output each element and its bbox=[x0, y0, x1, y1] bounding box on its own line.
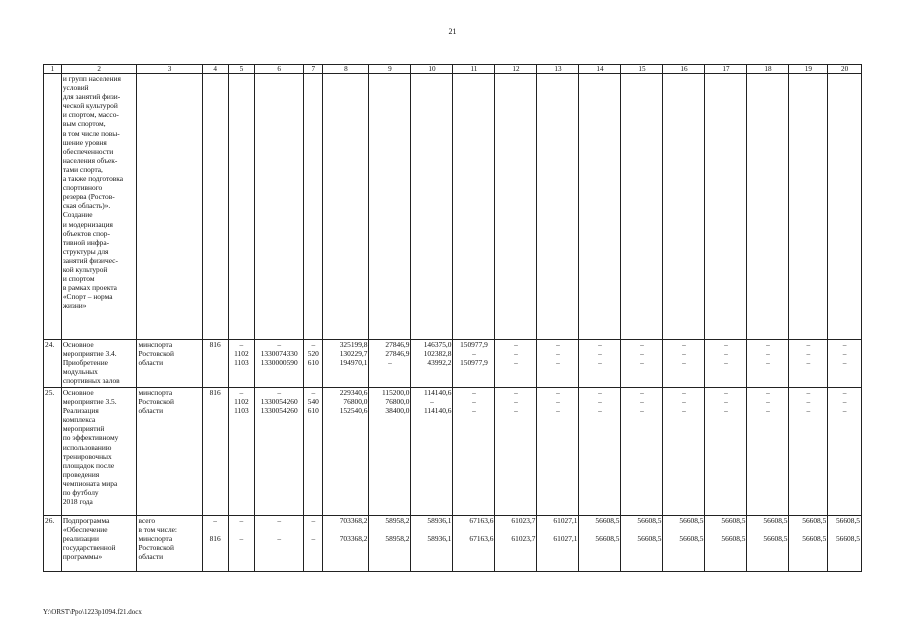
row-number: 25. bbox=[44, 388, 62, 516]
year-cell: – – – bbox=[705, 388, 747, 516]
header-cell: 9 bbox=[369, 65, 411, 74]
table-row-continuation bbox=[44, 74, 862, 340]
rzpr-cell: – – bbox=[228, 516, 254, 572]
year-cell: – – – bbox=[579, 388, 621, 516]
year-cell: – – – bbox=[579, 340, 621, 388]
table-row bbox=[44, 340, 862, 388]
header-cell: 20 bbox=[828, 65, 862, 74]
header-cell: 17 bbox=[705, 65, 747, 74]
year-cell: 56608,5 56608,5 bbox=[789, 516, 828, 572]
year-cell: – – – bbox=[453, 388, 495, 516]
header-cell: 5 bbox=[228, 65, 254, 74]
measure-name: Основное мероприятие 3.4. Приобретение модульных спортивных залов bbox=[61, 340, 137, 388]
year-cell: 150977,9 – 150977,9 bbox=[453, 340, 495, 388]
header-cell: 13 bbox=[537, 65, 579, 74]
year-cell: – – – bbox=[537, 340, 579, 388]
year-cell: – – – bbox=[621, 388, 663, 516]
grbs-code: 816 bbox=[202, 388, 228, 516]
header-cell: 7 bbox=[304, 65, 323, 74]
total-cell: 703368,2 703368,2 bbox=[323, 516, 369, 572]
year-cell: 56608,5 56608,5 bbox=[705, 516, 747, 572]
year-cell: – – – bbox=[789, 388, 828, 516]
header-cell: 14 bbox=[579, 65, 621, 74]
year-cell: – – – bbox=[663, 388, 705, 516]
year-cell: 58936,1 58936,1 bbox=[411, 516, 453, 572]
year-cell: 61027,1 61027,1 bbox=[537, 516, 579, 572]
header-cell: 12 bbox=[495, 65, 537, 74]
footer-file-path: Y:\ORST\Ppo\1223p1094.f21.docx bbox=[43, 608, 142, 616]
vr-cell: – 540 610 bbox=[304, 388, 323, 516]
row-number: 26. bbox=[44, 516, 62, 572]
header-cell: 10 bbox=[411, 65, 453, 74]
year-cell: – – – bbox=[621, 340, 663, 388]
continued-name-cell: и групп населения условий для занятий физи- ческой культурой и спортом, массо- вым спортом, в том числе повы- шение уровня обеспеченности населения объек- тами спорта, а также подготовка спортивного резерва (Ростов- ская область)». Создание и модернизация объектов спор- тивной инфра- структуры для занятий физичес- кой культурой и спортом в рамках проекта «Спорт – норма жизни» bbox=[61, 74, 137, 340]
total-cell: 325199,8 130229,7 194970,1 bbox=[323, 340, 369, 388]
header-cell: 3 bbox=[137, 65, 202, 74]
year-cell: 27846,9 27846,9 – bbox=[369, 340, 411, 388]
year-cell: – – – bbox=[747, 340, 789, 388]
year-cell: – – – bbox=[537, 388, 579, 516]
header-cell: 16 bbox=[663, 65, 705, 74]
header-cell: 4 bbox=[202, 65, 228, 74]
csr-cell: – – bbox=[255, 516, 304, 572]
header-row bbox=[44, 65, 862, 74]
budget-table bbox=[43, 64, 862, 572]
year-cell: 61023,7 61023,7 bbox=[495, 516, 537, 572]
year-cell: – – – bbox=[705, 340, 747, 388]
executor: всего в том числе: минспорта Ростовской области bbox=[137, 516, 202, 572]
rzpr-cell: – 1102 1103 bbox=[228, 340, 254, 388]
header-cell: 2 bbox=[61, 65, 137, 74]
year-cell: 56608,5 56608,5 bbox=[828, 516, 862, 572]
year-cell: – – – bbox=[495, 388, 537, 516]
header-cell: 6 bbox=[255, 65, 304, 74]
header-cell: 19 bbox=[789, 65, 828, 74]
csr-cell: – 1330054260 1330054260 bbox=[255, 388, 304, 516]
page-number: 21 bbox=[448, 27, 457, 36]
year-cell: – – – bbox=[747, 388, 789, 516]
year-cell: 146375,0 102382,8 43992,2 bbox=[411, 340, 453, 388]
header-cell: 8 bbox=[323, 65, 369, 74]
csr-cell: – 1330074330 1330000590 bbox=[255, 340, 304, 388]
total-cell: 229340,6 76800,0 152540,6 bbox=[323, 388, 369, 516]
rzpr-cell: – 1102 1103 bbox=[228, 388, 254, 516]
executor: минспорта Ростовской области bbox=[137, 388, 202, 516]
row-number: 24. bbox=[44, 340, 62, 388]
year-cell: – – – bbox=[663, 340, 705, 388]
header-cell: 11 bbox=[453, 65, 495, 74]
grbs-code: 816 bbox=[202, 340, 228, 388]
table-row bbox=[44, 388, 862, 516]
year-cell: 58958,2 58958,2 bbox=[369, 516, 411, 572]
year-cell: – – – bbox=[495, 340, 537, 388]
measure-name: Основное мероприятие 3.5. Реализация комплекса мероприятий по эффективному использованию тренировочных площадок после проведения чемпионата мира по футболу 2018 года bbox=[61, 388, 137, 516]
year-cell: 56608,5 56608,5 bbox=[663, 516, 705, 572]
vr-cell: – – bbox=[304, 516, 323, 572]
header-cell: 15 bbox=[621, 65, 663, 74]
year-cell: 114140,6 – 114140,6 bbox=[411, 388, 453, 516]
executor: минспорта Ростовской области bbox=[137, 340, 202, 388]
grbs-code: – 816 bbox=[202, 516, 228, 572]
year-cell: 56608,5 56608,5 bbox=[579, 516, 621, 572]
table-row bbox=[44, 516, 862, 572]
year-cell: – – – bbox=[828, 388, 862, 516]
year-cell: – – – bbox=[828, 340, 862, 388]
year-cell: 56608,5 56608,5 bbox=[621, 516, 663, 572]
header-cell: 1 bbox=[44, 65, 62, 74]
year-cell: 56608,5 56608,5 bbox=[747, 516, 789, 572]
year-cell: 67163,6 67163,6 bbox=[453, 516, 495, 572]
header-cell: 18 bbox=[747, 65, 789, 74]
measure-name: Подпрограмма «Обеспечение реализации государственной программы» bbox=[61, 516, 137, 572]
vr-cell: – 520 610 bbox=[304, 340, 323, 388]
year-cell: 115200,0 76800,0 38400,0 bbox=[369, 388, 411, 516]
year-cell: – – – bbox=[789, 340, 828, 388]
